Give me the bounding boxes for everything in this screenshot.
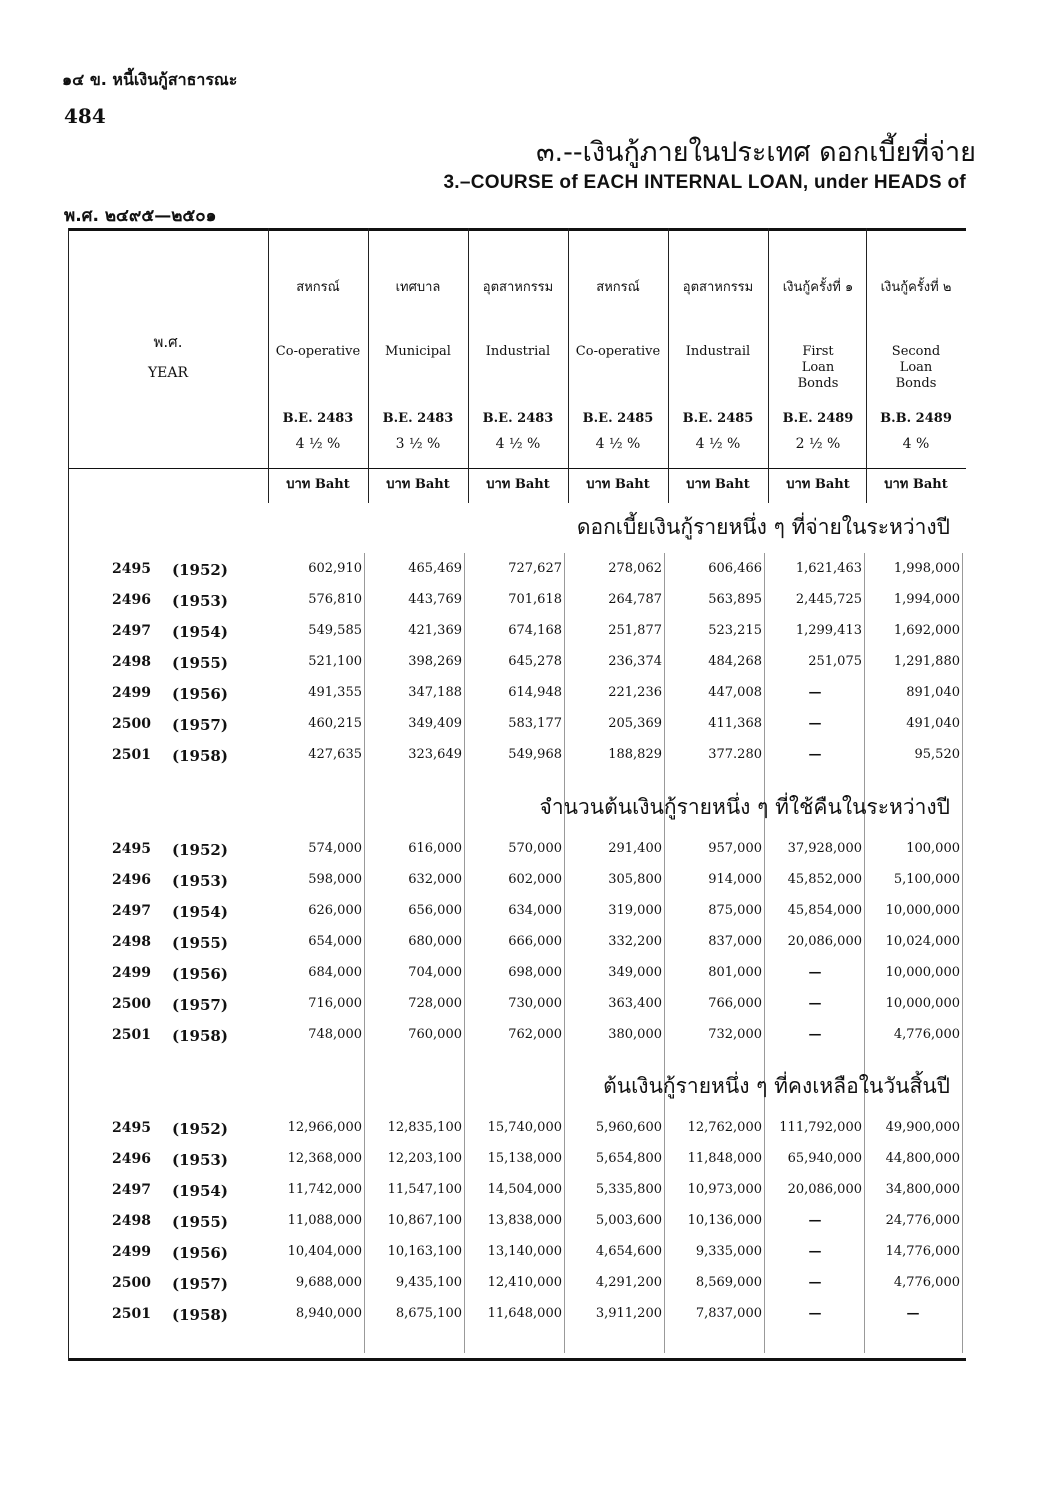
table-cell: 13,838,000 — [487, 1213, 562, 1228]
table-cell: 4,654,600 — [595, 1244, 662, 1259]
table-row — [68, 872, 966, 894]
running-head: ๑๔ ข. หนี้เงินกู้สาธารณะ — [62, 70, 238, 89]
table-cell: — — [808, 1027, 822, 1042]
table-row — [68, 716, 966, 738]
loan-table — [68, 228, 966, 1362]
table-cell: 2,445,725 — [795, 592, 862, 607]
table-row — [68, 996, 966, 1018]
row-year-be: 2499 — [112, 1244, 151, 1260]
table-row — [68, 841, 966, 863]
table-cell: 598,000 — [308, 872, 362, 887]
table-cell: 5,960,600 — [595, 1120, 662, 1135]
column-header-english: Second Loan Bonds — [891, 344, 941, 391]
row-year-ce: (1956) — [172, 1244, 228, 1262]
table-cell: 291,400 — [608, 841, 662, 856]
row-year-be: 2498 — [112, 934, 151, 950]
table-cell: — — [906, 1306, 920, 1321]
table-cell: — — [808, 1213, 822, 1228]
table-cell: 251,877 — [608, 623, 662, 638]
table-cell: 380,000 — [608, 1027, 662, 1042]
row-year-ce: (1955) — [172, 654, 228, 672]
table-cell: 332,200 — [608, 934, 662, 949]
table-cell: 323,649 — [408, 747, 462, 762]
table-cell: 14,776,000 — [885, 1244, 960, 1259]
column-header-english: First Loan Bonds — [797, 344, 839, 391]
column-issue-year: B.E. 2489 — [782, 411, 854, 426]
table-cell: 1,291,880 — [893, 654, 960, 669]
table-cell: 11,648,000 — [487, 1306, 562, 1321]
table-row — [68, 1275, 966, 1297]
table-cell: 875,000 — [708, 903, 762, 918]
row-year-ce: (1953) — [172, 1151, 228, 1169]
table-cell: 674,168 — [508, 623, 562, 638]
column-header-thai: เงินกู้ครั้งที่ ๑ — [782, 280, 854, 295]
table-cell: 576,810 — [308, 592, 362, 607]
table-cell: 278,062 — [608, 561, 662, 576]
table-cell: 716,000 — [308, 996, 362, 1011]
table-cell: 44,800,000 — [885, 1151, 960, 1166]
row-year-ce: (1952) — [172, 1120, 228, 1138]
table-cell: 12,835,100 — [387, 1120, 462, 1135]
table-cell: 221,236 — [608, 685, 662, 700]
table-cell: — — [808, 1275, 822, 1290]
table-cell: 645,278 — [508, 654, 562, 669]
table-cell: 5,654,800 — [595, 1151, 662, 1166]
table-cell: 704,000 — [408, 965, 462, 980]
column-header-thai: สหกรณ์ — [596, 280, 640, 295]
column-rule — [468, 228, 469, 503]
table-cell: 1,621,463 — [795, 561, 862, 576]
table-cell: 730,000 — [508, 996, 562, 1011]
table-cell: 10,000,000 — [885, 965, 960, 980]
table-cell: 447,008 — [708, 685, 762, 700]
column-unit: บาท Baht — [286, 477, 350, 492]
column-header-english: Co-operative — [275, 344, 361, 359]
table-cell: 9,335,000 — [695, 1244, 762, 1259]
row-year-be: 2500 — [112, 996, 151, 1012]
table-cell: 616,000 — [408, 841, 462, 856]
table-row — [68, 903, 966, 925]
table-cell: 1,299,413 — [795, 623, 862, 638]
column-rule — [268, 228, 269, 503]
column-interest-rate: 4 ½ % — [495, 436, 541, 452]
table-cell: — — [808, 1306, 822, 1321]
column-header-thai: สหกรณ์ — [296, 280, 340, 295]
column-rule — [368, 228, 369, 503]
table-cell: 465,469 — [408, 561, 462, 576]
page-title-thai: ๓.--เงินกู้ภายในประเทศ ดอกเบี้ยที่จ่าย — [536, 137, 976, 168]
table-cell: 12,203,100 — [387, 1151, 462, 1166]
row-year-be: 2498 — [112, 654, 151, 670]
table-cell: 20,086,000 — [787, 934, 862, 949]
table-cell: 5,003,600 — [595, 1213, 662, 1228]
table-cell: 37,928,000 — [787, 841, 862, 856]
table-cell: 614,948 — [508, 685, 562, 700]
table-cell: 583,177 — [508, 716, 562, 731]
row-year-ce: (1957) — [172, 996, 228, 1014]
table-cell: 10,867,100 — [387, 1213, 462, 1228]
table-cell: 634,000 — [508, 903, 562, 918]
table-cell: 421,369 — [408, 623, 462, 638]
row-year-ce: (1956) — [172, 685, 228, 703]
row-year-be: 2500 — [112, 716, 151, 732]
table-cell: 14,504,000 — [487, 1182, 562, 1197]
row-year-ce: (1958) — [172, 747, 228, 765]
table-cell: 188,829 — [608, 747, 662, 762]
table-cell: 762,000 — [508, 1027, 562, 1042]
table-row — [68, 1213, 966, 1235]
table-cell: 12,762,000 — [687, 1120, 762, 1135]
table-cell: 698,000 — [508, 965, 562, 980]
row-year-ce: (1955) — [172, 1213, 228, 1231]
table-cell: 65,940,000 — [787, 1151, 862, 1166]
row-year-ce: (1953) — [172, 872, 228, 890]
row-year-be: 2497 — [112, 623, 151, 639]
row-year-be: 2499 — [112, 965, 151, 981]
row-year-ce: (1958) — [172, 1306, 228, 1324]
column-interest-rate: 4 ½ % — [595, 436, 641, 452]
table-cell: 523,215 — [708, 623, 762, 638]
table-cell: 34,800,000 — [885, 1182, 960, 1197]
table-cell: 8,569,000 — [695, 1275, 762, 1290]
row-year-ce: (1954) — [172, 903, 228, 921]
table-cell: 837,000 — [708, 934, 762, 949]
table-cell: 728,000 — [408, 996, 462, 1011]
column-rule — [568, 228, 569, 503]
table-row — [68, 747, 966, 769]
table-cell: 5,100,000 — [893, 872, 960, 887]
table-cell: 563,895 — [708, 592, 762, 607]
column-issue-year: B.E. 2483 — [282, 411, 354, 426]
table-cell: 111,792,000 — [779, 1120, 862, 1135]
table-cell: — — [808, 1244, 822, 1259]
table-cell: 24,776,000 — [885, 1213, 960, 1228]
table-cell: 15,740,000 — [487, 1120, 562, 1135]
table-cell: 766,000 — [708, 996, 762, 1011]
table-top-rule — [68, 228, 966, 231]
row-year-be: 2496 — [112, 592, 151, 608]
table-cell: 12,966,000 — [287, 1120, 362, 1135]
table-cell: 9,688,000 — [295, 1275, 362, 1290]
column-issue-year: B.E. 2483 — [382, 411, 454, 426]
table-cell: 49,900,000 — [885, 1120, 960, 1135]
table-cell: 10,163,100 — [387, 1244, 462, 1259]
column-issue-year: B.B. 2489 — [880, 411, 952, 426]
table-cell: 411,368 — [708, 716, 762, 731]
row-year-be: 2496 — [112, 1151, 151, 1167]
page-title-english: 3.–COURSE of EACH INTERNAL LOAN, under HEADS of — [443, 172, 966, 193]
table-cell: 654,000 — [308, 934, 362, 949]
row-year-be: 2496 — [112, 872, 151, 888]
column-unit: บาท Baht — [786, 477, 850, 492]
row-year-be: 2495 — [112, 1120, 151, 1136]
row-year-be: 2501 — [112, 1306, 151, 1322]
table-cell: 443,769 — [408, 592, 462, 607]
table-cell: 491,355 — [308, 685, 362, 700]
table-cell: 10,000,000 — [885, 996, 960, 1011]
row-year-be: 2497 — [112, 1182, 151, 1198]
table-cell: 732,000 — [708, 1027, 762, 1042]
row-year-ce: (1956) — [172, 965, 228, 983]
table-row — [68, 1151, 966, 1173]
row-year-ce: (1953) — [172, 592, 228, 610]
table-cell: 347,188 — [408, 685, 462, 700]
table-cell: 11,848,000 — [687, 1151, 762, 1166]
column-header-english: Co-operative — [575, 344, 661, 359]
table-cell: 20,086,000 — [787, 1182, 862, 1197]
row-year-ce: (1952) — [172, 561, 228, 579]
table-cell: 11,742,000 — [287, 1182, 362, 1197]
table-cell: 45,852,000 — [787, 872, 862, 887]
table-row — [68, 685, 966, 707]
table-cell: 8,940,000 — [295, 1306, 362, 1321]
table-cell: 349,000 — [608, 965, 662, 980]
table-cell: 251,075 — [808, 654, 862, 669]
column-rule — [668, 228, 669, 503]
table-row — [68, 1120, 966, 1142]
table-cell: 460,215 — [308, 716, 362, 731]
column-interest-rate: 4 ½ % — [695, 436, 741, 452]
table-cell: 701,618 — [508, 592, 562, 607]
row-year-ce: (1952) — [172, 841, 228, 859]
table-cell: 574,000 — [308, 841, 362, 856]
table-cell: 9,435,100 — [395, 1275, 462, 1290]
table-cell: 10,404,000 — [287, 1244, 362, 1259]
period-label: พ.ศ. ๒๔๙๕—๒๕๐๑ — [64, 206, 217, 226]
table-cell: — — [808, 685, 822, 700]
year-header-thai: พ.ศ. — [153, 333, 183, 351]
column-issue-year: B.E. 2485 — [582, 411, 654, 426]
table-cell: 4,776,000 — [893, 1027, 960, 1042]
column-interest-rate: 4 ½ % — [295, 436, 341, 452]
table-cell: 11,547,100 — [387, 1182, 462, 1197]
table-cell: 521,100 — [308, 654, 362, 669]
table-cell: 549,968 — [508, 747, 562, 762]
table-cell: 319,000 — [608, 903, 662, 918]
table-cell: 264,787 — [608, 592, 662, 607]
table-cell: 684,000 — [308, 965, 362, 980]
section-title: ต้นเงินกู้รายหนึ่ง ๆ ที่คงเหลือในวันสิ้นปี — [603, 1074, 950, 1098]
table-cell: 957,000 — [708, 841, 762, 856]
table-cell: 1,998,000 — [893, 561, 960, 576]
table-cell: 602,910 — [308, 561, 362, 576]
column-unit: บาท Baht — [686, 477, 750, 492]
row-year-be: 2498 — [112, 1213, 151, 1229]
row-year-be: 2501 — [112, 747, 151, 763]
row-year-be: 2500 — [112, 1275, 151, 1291]
table-row — [68, 934, 966, 956]
table-cell: 727,627 — [508, 561, 562, 576]
table-row — [68, 623, 966, 645]
column-unit: บาท Baht — [486, 477, 550, 492]
table-cell: 801,000 — [708, 965, 762, 980]
table-cell: 10,973,000 — [687, 1182, 762, 1197]
table-cell: 3,911,200 — [595, 1306, 662, 1321]
table-row — [68, 1244, 966, 1266]
table-cell: 45,854,000 — [787, 903, 862, 918]
row-year-be: 2501 — [112, 1027, 151, 1043]
table-cell: 10,136,000 — [687, 1213, 762, 1228]
section-title: ดอกเบี้ยเงินกู้รายหนึ่ง ๆ ที่จ่ายในระหว่างปี — [576, 515, 950, 539]
column-header-english: Municipal — [385, 344, 451, 359]
table-cell: 760,000 — [408, 1027, 462, 1042]
table-cell: 11,088,000 — [287, 1213, 362, 1228]
table-row — [68, 1182, 966, 1204]
column-unit: บาท Baht — [386, 477, 450, 492]
table-cell: 10,024,000 — [885, 934, 960, 949]
column-issue-year: B.E. 2483 — [482, 411, 554, 426]
table-cell: 398,269 — [408, 654, 462, 669]
table-cell: 666,000 — [508, 934, 562, 949]
table-cell: 891,040 — [906, 685, 960, 700]
header-divider — [68, 468, 966, 469]
table-cell: 363,400 — [608, 996, 662, 1011]
table-cell: 5,335,800 — [595, 1182, 662, 1197]
table-cell: 4,291,200 — [595, 1275, 662, 1290]
table-cell: 491,040 — [906, 716, 960, 731]
column-header-english: Industrial — [485, 344, 551, 359]
table-cell: 748,000 — [308, 1027, 362, 1042]
table-cell: 680,000 — [408, 934, 462, 949]
column-header-thai: อุตสาหกรรม — [682, 280, 754, 295]
table-cell: 570,000 — [508, 841, 562, 856]
table-cell: 606,466 — [708, 561, 762, 576]
column-header-thai: เทศบาล — [395, 280, 441, 295]
table-cell: — — [808, 747, 822, 762]
table-cell: 656,000 — [408, 903, 462, 918]
column-interest-rate: 3 ½ % — [395, 436, 441, 452]
table-row — [68, 654, 966, 676]
table-cell: 549,585 — [308, 623, 362, 638]
table-cell: — — [808, 996, 822, 1011]
row-year-ce: (1954) — [172, 1182, 228, 1200]
table-cell: 1,692,000 — [893, 623, 960, 638]
table-cell: 427,635 — [308, 747, 362, 762]
column-issue-year: B.E. 2485 — [682, 411, 754, 426]
page-number: 484 — [64, 104, 106, 128]
section-title: จำนวนต้นเงินกู้รายหนึ่ง ๆ ที่ใช้คืนในระหว่างปี — [539, 795, 950, 819]
table-cell: 626,000 — [308, 903, 362, 918]
year-header-english: YEAR — [147, 365, 189, 381]
table-cell: 12,368,000 — [287, 1151, 362, 1166]
column-unit: บาท Baht — [586, 477, 650, 492]
column-header-english: Industrail — [685, 344, 751, 359]
table-cell: 914,000 — [708, 872, 762, 887]
table-bottom-rule — [68, 1358, 966, 1361]
column-header-thai: เงินกู้ครั้งที่ ๒ — [880, 280, 952, 295]
table-cell: — — [808, 965, 822, 980]
column-interest-rate: 4 % — [902, 436, 930, 452]
column-header-thai: อุตสาหกรรม — [482, 280, 554, 295]
row-year-ce: (1958) — [172, 1027, 228, 1045]
row-year-ce: (1954) — [172, 623, 228, 641]
row-year-be: 2499 — [112, 685, 151, 701]
table-cell: 8,675,100 — [395, 1306, 462, 1321]
table-cell: 100,000 — [906, 841, 960, 856]
table-cell: 13,140,000 — [487, 1244, 562, 1259]
table-row — [68, 1306, 966, 1328]
table-cell: 602,000 — [508, 872, 562, 887]
table-cell: 484,268 — [708, 654, 762, 669]
table-cell: 10,000,000 — [885, 903, 960, 918]
table-row — [68, 1027, 966, 1049]
row-year-be: 2497 — [112, 903, 151, 919]
table-row — [68, 561, 966, 583]
table-cell: 632,000 — [408, 872, 462, 887]
row-year-be: 2495 — [112, 841, 151, 857]
row-year-be: 2495 — [112, 561, 151, 577]
table-cell: — — [808, 716, 822, 731]
table-row — [68, 592, 966, 614]
table-cell: 377.280 — [708, 747, 762, 762]
row-year-ce: (1957) — [172, 1275, 228, 1293]
row-year-ce: (1955) — [172, 934, 228, 952]
table-cell: 1,994,000 — [893, 592, 960, 607]
table-cell: 349,409 — [408, 716, 462, 731]
column-interest-rate: 2 ½ % — [795, 436, 841, 452]
table-cell: 305,800 — [608, 872, 662, 887]
table-cell: 205,369 — [608, 716, 662, 731]
table-cell: 95,520 — [914, 747, 960, 762]
column-unit: บาท Baht — [884, 477, 948, 492]
table-row — [68, 965, 966, 987]
table-cell: 15,138,000 — [487, 1151, 562, 1166]
row-year-ce: (1957) — [172, 716, 228, 734]
table-cell: 236,374 — [608, 654, 662, 669]
table-cell: 12,410,000 — [487, 1275, 562, 1290]
table-cell: 4,776,000 — [893, 1275, 960, 1290]
table-cell: 7,837,000 — [695, 1306, 762, 1321]
